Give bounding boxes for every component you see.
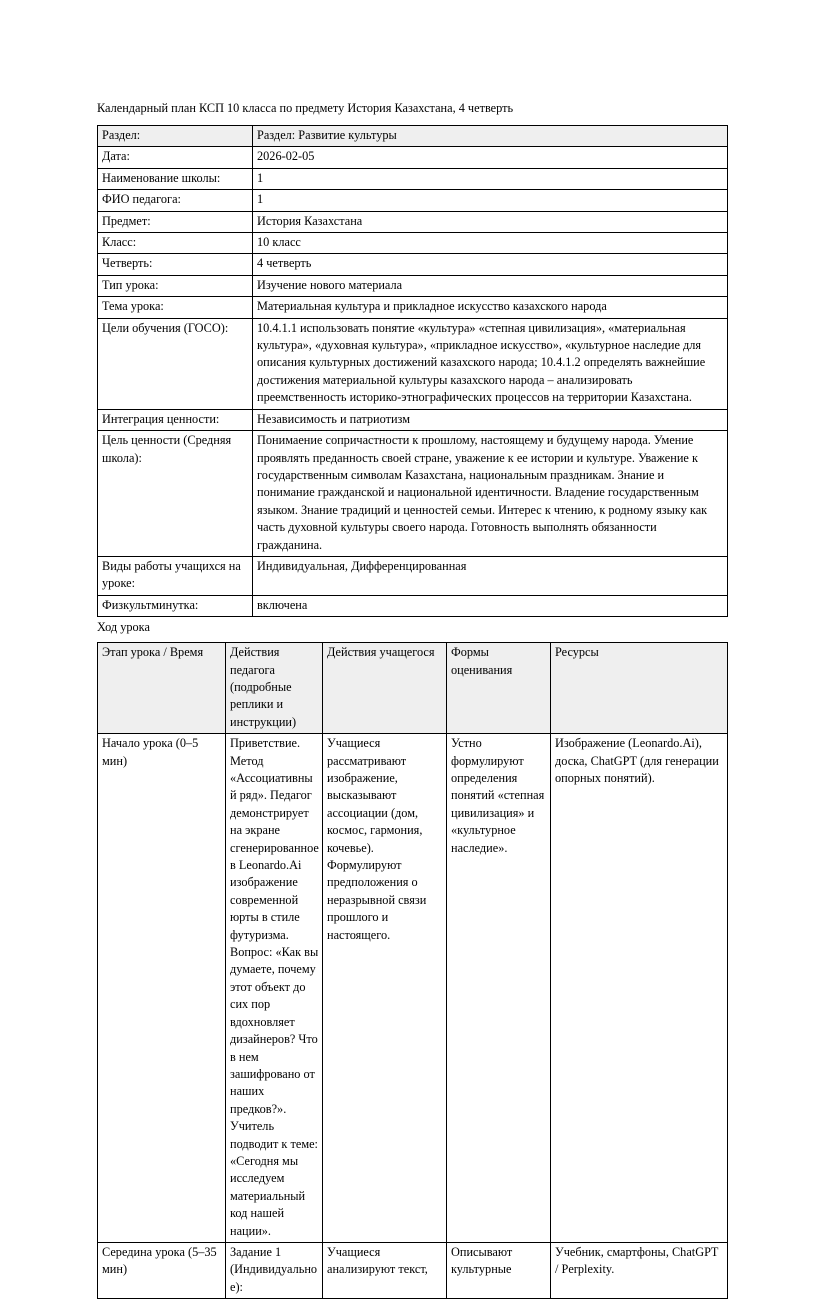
flow-cell-student-actions: Учащиеся рассматривают изображение, высказывают ассоциации (дом, космос, гармония, кочевье). Формулируют предположения о неразрывной связи прошлого и настоящего.	[323, 734, 447, 1243]
info-label-cell: Четверть:	[98, 254, 253, 275]
header-cell-teacher-actions: Действия педагога (подробные реплики и инструкции)	[226, 643, 323, 734]
header-cell-assessment-forms: Формы оценивания	[447, 643, 551, 734]
table-row	[98, 595, 728, 616]
info-value-cell: 1	[253, 190, 728, 211]
table-row	[98, 190, 728, 211]
lesson-flow-table-body	[98, 734, 728, 1299]
table-header-row	[98, 643, 728, 734]
info-label-cell: Виды работы учащихся на уроке:	[98, 556, 253, 595]
page-title: Календарный план КСП 10 класса по предмету История Казахстана, 4 четверть	[97, 101, 514, 115]
info-label-cell: Дата:	[98, 147, 253, 168]
info-label-cell: Цель ценности (Средняя школа):	[98, 431, 253, 557]
info-value-cell: 10 класс	[253, 233, 728, 254]
info-value-cell: 1	[253, 168, 728, 189]
table-row	[98, 254, 728, 275]
info-label-cell: ФИО педагога:	[98, 190, 253, 211]
info-value-cell: 4 четверть	[253, 254, 728, 275]
table-row	[98, 556, 728, 595]
info-value-cell: 10.4.1.1 использовать понятие «культура» «степная цивилизация», «материальная культура», «духовная культура», «прикладное искусство», «культурное наследие для описания культурных достижений казахского народа; 10.4.1.2 определять важнейшие достижения материальной культуры казахского народа – анализировать преемственность историко-этнографических процессов на территории Казахстана.	[253, 318, 728, 409]
flow-cell-teacher-actions: Задание 1 (Индивидуальное):	[226, 1242, 323, 1298]
section-caption: Ход урока	[97, 620, 150, 635]
info-label-cell: Раздел:	[98, 126, 253, 147]
table-row	[98, 233, 728, 254]
table-row	[98, 126, 728, 147]
info-label-cell: Наименование школы:	[98, 168, 253, 189]
info-label-cell: Тема урока:	[98, 297, 253, 318]
table-row	[98, 1242, 728, 1298]
table-row	[98, 734, 728, 1243]
info-label-cell: Тип урока:	[98, 275, 253, 296]
info-value-cell: Понимаение сопричастности к прошлому, настоящему и будущему народа. Умение проявлять преданность своей стране, уважение к ее истории и культуре. Уважение к государственным символам Казахстана, национальным праздникам. Знание и понимание гражданской и национальной идентичности. Владение государственным языком. Знание традиций и ценностей семьи. Интерес к чтению, к родному языку как часть духовной культуры своего народа. Готовность выполнять обязанности гражданина.	[253, 431, 728, 557]
table-row	[98, 211, 728, 232]
info-label-cell: Физкультминутка:	[98, 595, 253, 616]
table-row	[98, 297, 728, 318]
table-row	[98, 275, 728, 296]
info-value-cell: Изучение нового материала	[253, 275, 728, 296]
info-value-cell: Раздел: Развитие культуры	[253, 126, 728, 147]
info-label-cell: Класс:	[98, 233, 253, 254]
info-label-cell: Цели обучения (ГОСО):	[98, 318, 253, 409]
header-cell-resources: Ресурсы	[551, 643, 728, 734]
info-label-cell: Интеграция ценности:	[98, 409, 253, 430]
info-value-cell: История Казахстана	[253, 211, 728, 232]
info-value-cell: Индивидуальная, Дифференцированная	[253, 556, 728, 595]
lesson-flow-table	[97, 642, 728, 1299]
table-row	[98, 409, 728, 430]
info-label-cell: Предмет:	[98, 211, 253, 232]
flow-cell-resources: Учебник, смартфоны, ChatGPT / Perplexity.	[551, 1242, 728, 1298]
table-row	[98, 318, 728, 409]
info-value-cell: 2026-02-05	[253, 147, 728, 168]
flow-cell-assessment: Устно формулируют определения понятий «степная цивилизация» и «культурное наследие».	[447, 734, 551, 1243]
flow-cell-stage: Начало урока (0–5 мин)	[98, 734, 226, 1243]
lesson-info-table-body	[98, 126, 728, 617]
lesson-flow-table-head	[98, 643, 728, 734]
flow-cell-student-actions: Учащиеся анализируют текст,	[323, 1242, 447, 1298]
flow-cell-teacher-actions: Приветствие. Метод «Ассоциативный ряд». Педагог демонстрирует на экране сгенерированное в Leonardo.Ai изображение современной юрты в стиле футуризма. Вопрос: «Как вы думаете, почему этот объект до сих пор вдохновляет дизайнеров? Что в нем зашифровано от наших предков?». Учитель подводит к теме: «Сегодня мы исследуем материальный код нашей нации».	[226, 734, 323, 1243]
info-value-cell: Независимость и патриотизм	[253, 409, 728, 430]
table-row	[98, 431, 728, 557]
info-value-cell: Материальная культура и прикладное искусство казахского народа	[253, 297, 728, 318]
flow-cell-stage: Середина урока (5–35 мин)	[98, 1242, 226, 1298]
lesson-info-table	[97, 125, 728, 617]
flow-cell-assessment: Описывают культурные	[447, 1242, 551, 1298]
table-row	[98, 168, 728, 189]
flow-cell-resources: Изображение (Leonardo.Ai), доска, ChatGPT (для генерации опорных понятий).	[551, 734, 728, 1243]
table-row	[98, 147, 728, 168]
info-value-cell: включена	[253, 595, 728, 616]
header-cell-student-actions: Действия учащегося	[323, 643, 447, 734]
header-cell-stage: Этап урока / Время	[98, 643, 226, 734]
